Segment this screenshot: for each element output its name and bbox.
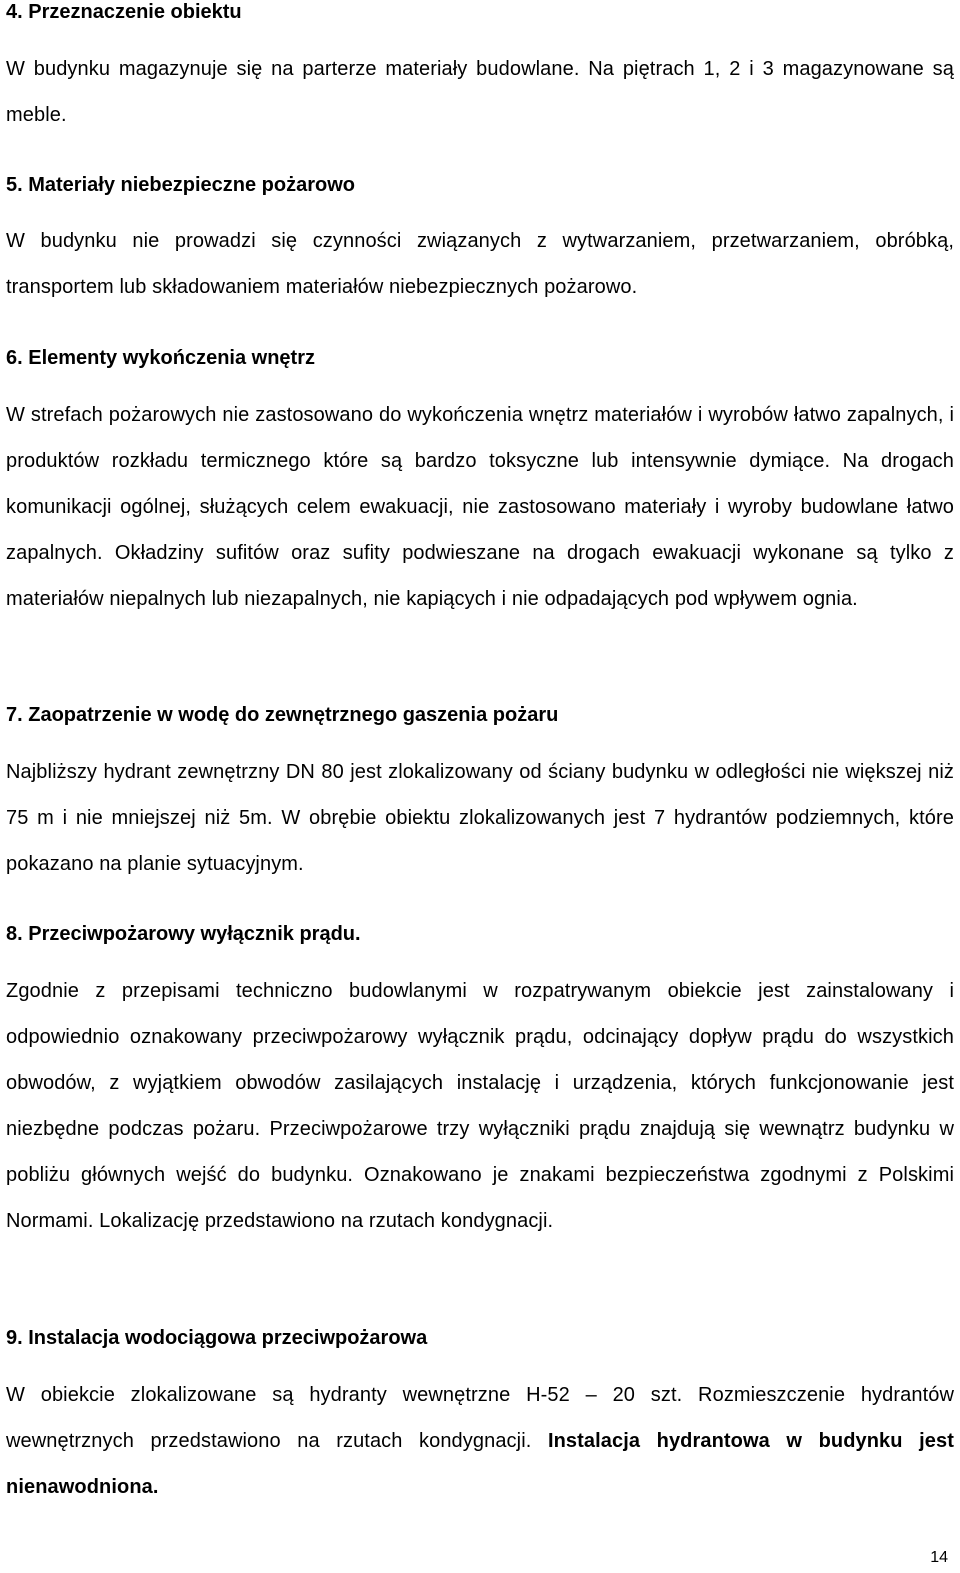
page-number: 14 bbox=[930, 1549, 948, 1566]
section-6 bbox=[6, 346, 954, 622]
section-paragraph: W strefach pożarowych nie zastosowano do wykończenia wnętrz materiałów i wyrobów łatwo zapalnych, i produktów rozkładu termicznego które są bardzo toksyczne lub intensywnie dymiące. Na drogach komunikacji ogólnej, służących celem ewakuacji, nie zastosowano materiały i wyroby budowlane łatwo zapalnych. Okładziny sufitów oraz sufity podwieszane na drogach ewakuacji wykonane są tylko z materiałów niepalnych lub niezapalnych, nie kapiących i nie odpadających pod wpływem ognia. bbox=[6, 404, 954, 610]
section-heading: 8. Przeciwpożarowy wyłącznik prądu. bbox=[6, 923, 361, 945]
section-heading: 9. Instalacja wodociągowa przeciwpożarowa bbox=[6, 1327, 428, 1349]
section-heading: 4. Przeznaczenie obiektu bbox=[6, 1, 242, 23]
section-paragraph: Najbliższy hydrant zewnętrzny DN 80 jest zlokalizowany od ściany budynku w odległości nie większej niż 75 m i nie mniejszej niż 5m. W obrębie obiektu zlokalizowanych jest 7 hydrantów podziemnych, które pokazano na planie sytuacyjnym. bbox=[6, 761, 954, 875]
section-paragraph: Zgodnie z przepisami techniczno budowlanymi w rozpatrywanym obiekcie jest zainstalowany i odpowiednio oznakowany przeciwpożarowy wyłącznik prądu, odcinający dopływ prądu do wszystkich obwodów, z wyjątkiem obwodów zasilających instalację i urządzenia, których funkcjonowanie jest niezbędne podczas pożaru. Przeciwpożarowe trzy wyłączniki prądu znajdują się wewnątrz budynku w pobliżu głównych wejść do budynku. Oznakowano je znakami bezpieczeństwa zgodnymi z Polskimi Normami. Lokalizację przedstawiono na rzutach kondygnacji. bbox=[6, 980, 954, 1232]
section-heading: 5. Materiały niebezpieczne pożarowo bbox=[6, 174, 355, 196]
paragraph-bold-text: Instalacja hydrantowa w budynku jest nienawodniona. bbox=[6, 1430, 954, 1498]
section-4 bbox=[6, 0, 954, 138]
section-paragraph: W budynku magazynuje się na parterze materiały budowlane. Na piętrach 1, 2 i 3 magazynowane są meble. bbox=[6, 58, 954, 126]
paragraph-text: W obiekcie zlokalizowane są hydranty wewnętrzne H-52 – 20 szt. Rozmieszczenie hydrantów wewnętrznych przedstawiono na rzutach kondygnacji. bbox=[6, 1384, 954, 1452]
section-heading: 6. Elementy wykończenia wnętrz bbox=[6, 347, 315, 369]
section-9 bbox=[6, 1326, 954, 1510]
section-paragraph bbox=[6, 1372, 954, 1510]
section-paragraph: W budynku nie prowadzi się czynności związanych z wytwarzaniem, przetwarzaniem, obróbką, transportem lub składowaniem materiałów niebezpiecznych pożarowo. bbox=[6, 230, 954, 298]
section-8 bbox=[6, 922, 954, 1244]
section-7 bbox=[6, 703, 954, 887]
section-5 bbox=[6, 173, 954, 310]
section-heading: 7. Zaopatrzenie w wodę do zewnętrznego gaszenia pożaru bbox=[6, 704, 559, 726]
